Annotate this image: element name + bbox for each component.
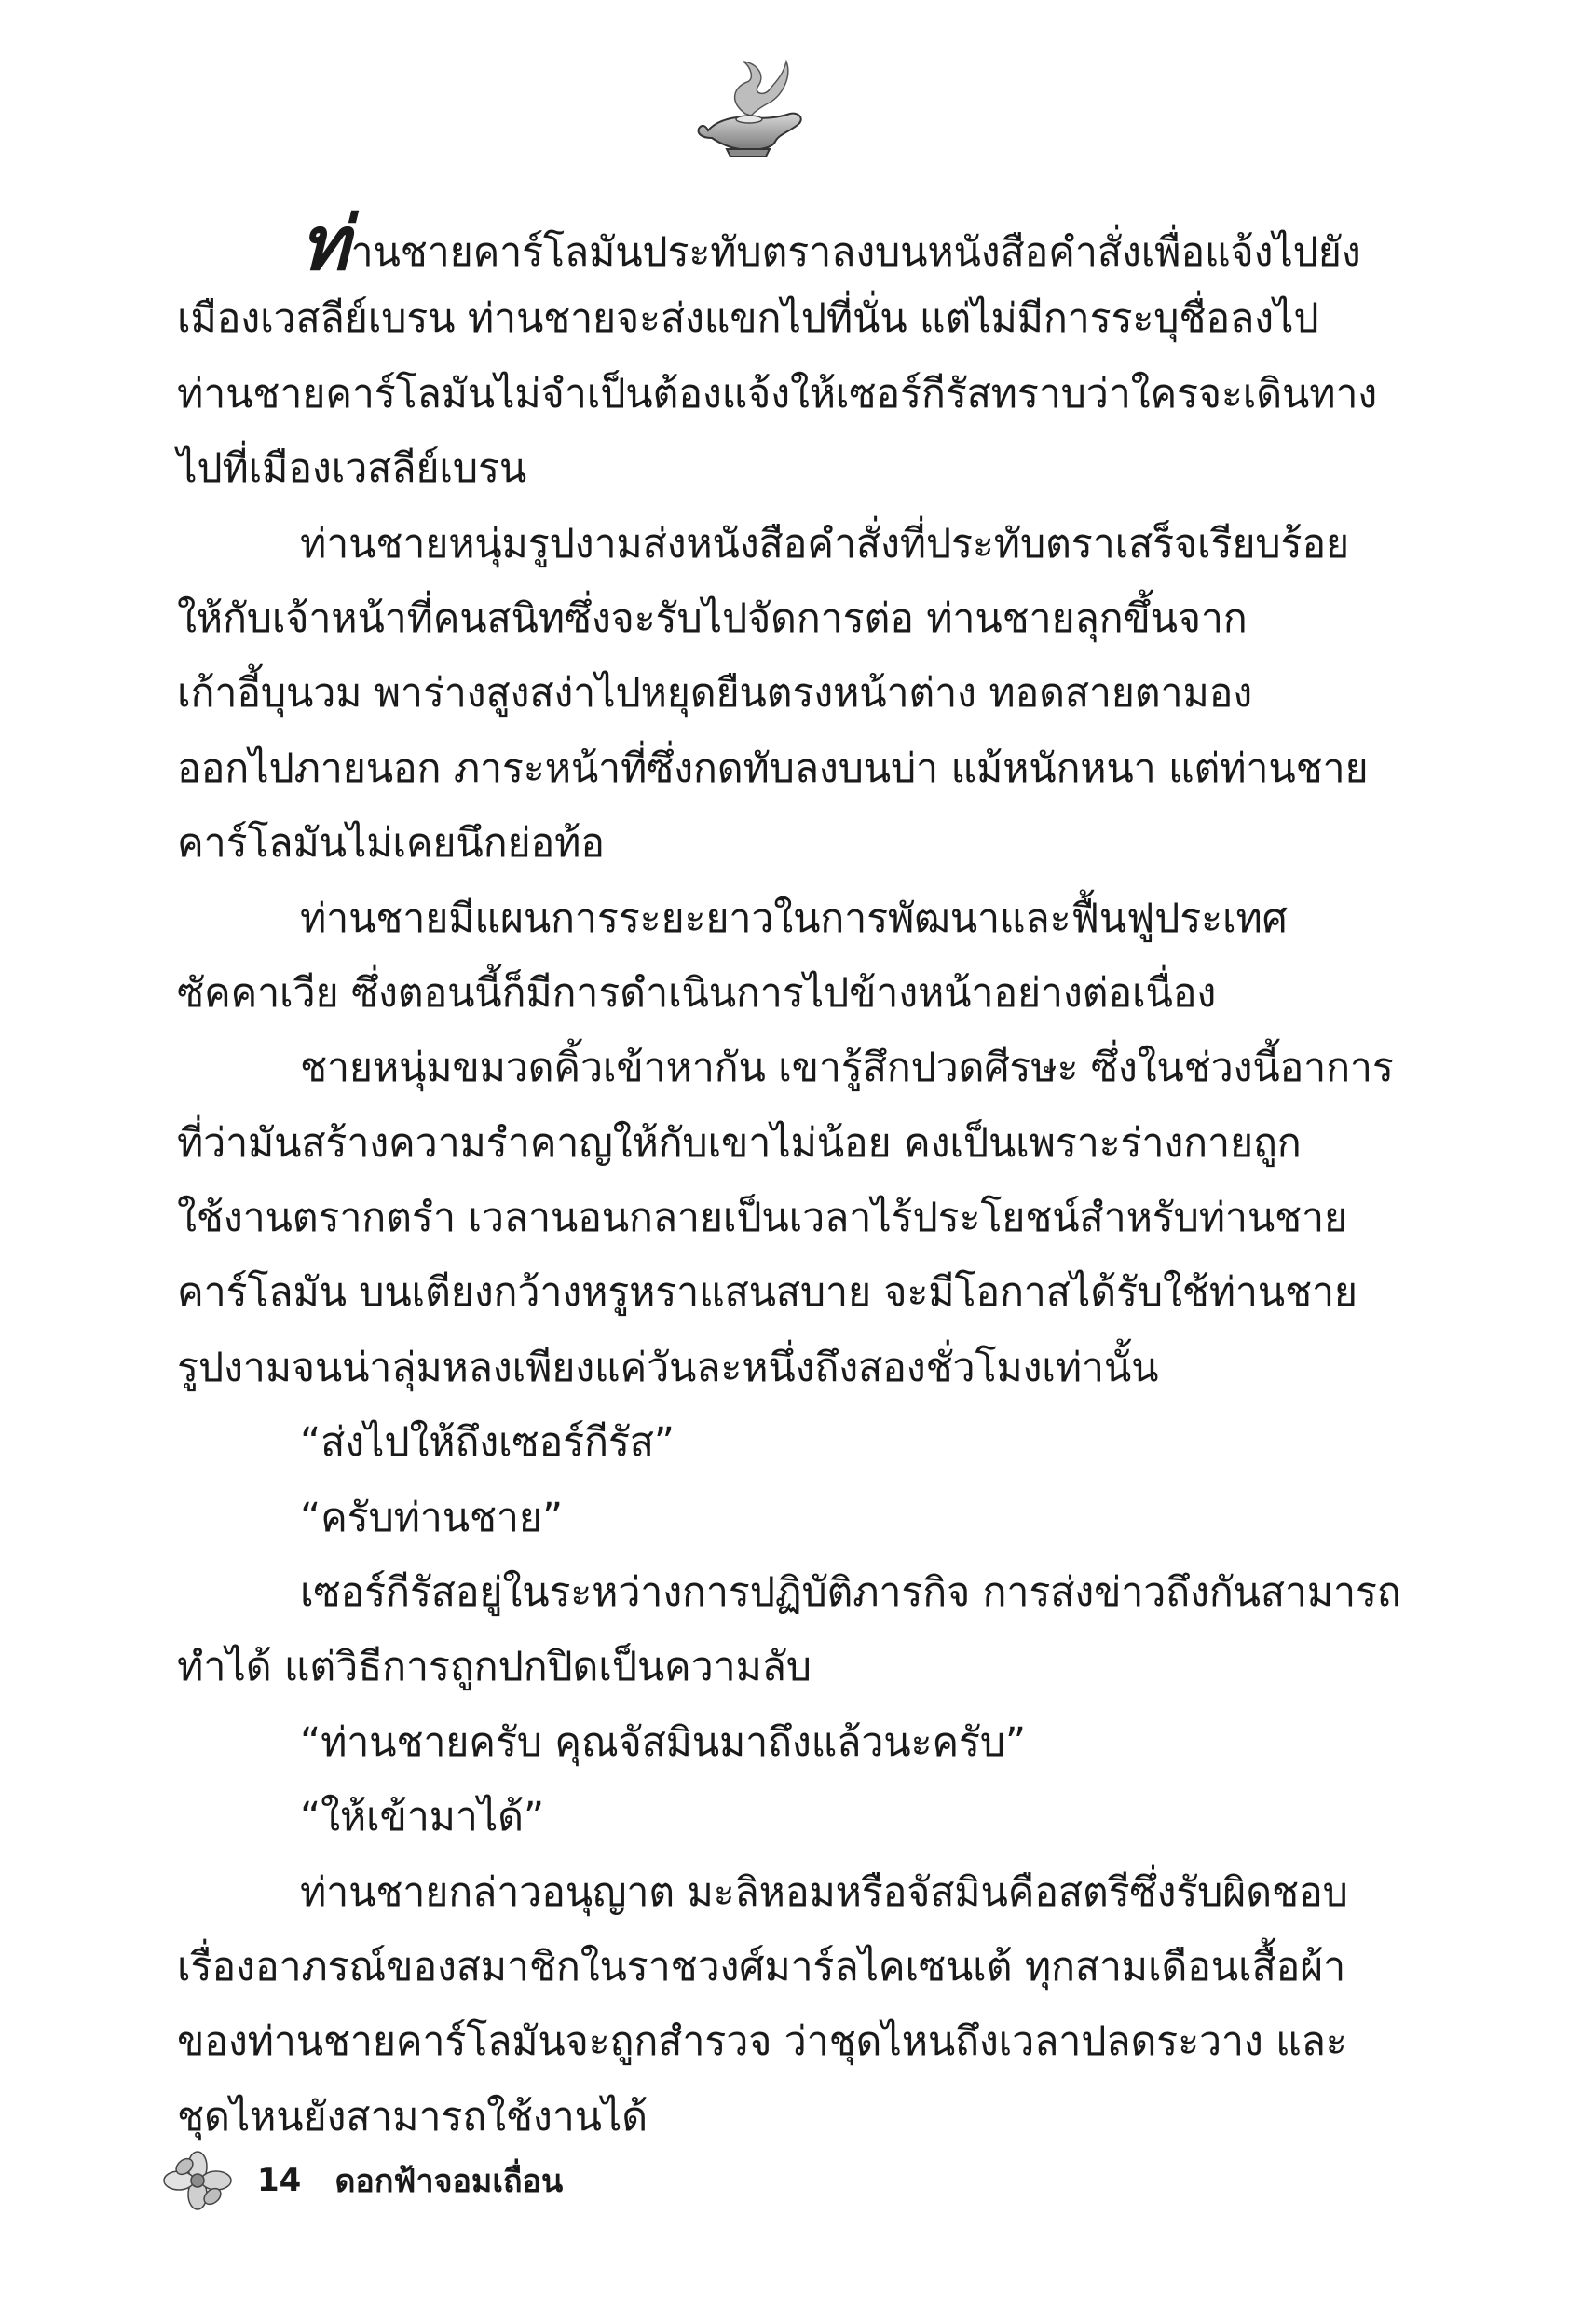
paragraph	[177, 882, 1332, 1032]
text-line: ของท่านชายคาร์โลมันจะถูกสำรวจ ว่าชุดไหนถึงเวลาปลดระวาง และ	[177, 2018, 1347, 2066]
text-line: คาร์โลมันไม่เคยนึกย่อท้อ	[177, 820, 605, 868]
dialogue-line	[177, 1780, 1332, 1854]
dialogue-line	[177, 1705, 1332, 1780]
text-line: ท่านชายมีแผนการระยะยาวในการพัฒนาและฟื้นฟูประเทศ	[300, 895, 1288, 942]
text-line: ชุดไหนยังสามารถใช้งานได้	[177, 2093, 648, 2140]
text-line: “ครับท่านชาย”	[300, 1494, 563, 1541]
page-number: 14	[257, 2162, 302, 2199]
text-line: ท่านชายคาร์โลมันไม่จำเป็นต้องแจ้งให้เซอร์กีรัสทราบว่าใครจะเดินทาง	[177, 370, 1378, 417]
drop-cap: ท่	[300, 200, 349, 287]
dialogue-line	[177, 1481, 1332, 1555]
text-line: “ส่งไปให้ถึงเซอร์กีรัส”	[300, 1419, 675, 1467]
text-line: เก้าอี้บุนวม พาร่างสูงสง่าไปหยุดยืนตรงหน้าต่าง ทอดสายตามอง	[177, 670, 1253, 718]
text-line: ท่านชายคาร์โลมันประทับตราลงบนหนังสือคำสั่งเพื่อแจ้งไปยัง	[300, 200, 1361, 287]
paragraph	[177, 507, 1369, 882]
paragraph	[177, 1031, 1394, 1405]
book-title: ดอกฟ้าจอมเถื่อน	[334, 2163, 564, 2200]
text-line: ออกไปภายนอก ภาระหน้าที่ซึ่งกดทับลงบนบ่า แม้หนักหนา แต่ท่านชาย	[177, 745, 1369, 792]
page-footer	[158, 2143, 563, 2218]
text-line: รูปงามจนน่าลุ่มหลงเพียงแค่วันละหนึ่งถึงสองชั่วโมงเท่านั้น	[177, 1344, 1159, 1391]
text-line: ซัคคาเวีย ซึ่งตอนนี้ก็มีการดำเนินการไปข้างหน้าอย่างต่อเนื่อง	[177, 969, 1217, 1017]
magic-lamp-ornament	[689, 48, 811, 160]
paragraph	[177, 200, 1378, 507]
text-line: ท่านชายหนุ่มรูปงามส่งหนังสือคำสั่งที่ประทับตราเสร็จเรียบร้อย	[300, 520, 1350, 567]
story-body	[177, 200, 1401, 2154]
text-line: ท่านชายกล่าวอนุญาต มะลิหอมหรือจัสมินคือสตรีซึ่งรับผิดชอบ	[300, 1868, 1348, 1916]
paragraph	[177, 1855, 1348, 2155]
text-line: ที่ว่ามันสร้างความรำคาญให้กับเขาไม่น้อย คงเป็นเพราะร่างกายถูก	[177, 1119, 1302, 1167]
text-line: เรื่องอาภรณ์ของสมาชิกในราชวงศ์มาร์ลไคเซนเต้ ทุกสามเดือนเสื้อผ้า	[177, 1943, 1346, 1990]
paragraph	[177, 1555, 1401, 1705]
text-line: เมืองเวสลีย์เบรน ท่านชายจะส่งแขกไปที่นั่น แต่ไม่มีการระบุชื่อลงไป	[177, 295, 1319, 343]
flower-ornament-icon	[158, 2148, 237, 2213]
text-line: “ให้เข้ามาได้”	[300, 1794, 544, 1841]
text-line: คาร์โลมัน บนเตียงกว้างหรูหราแสนสบาย จะมีโอกาสได้รับใช้ท่านชาย	[177, 1269, 1357, 1317]
text-line: ใช้งานตรากตรำ เวลานอนกลายเป็นเวลาไร้ประโยชน์สำหรับท่านชาย	[177, 1195, 1347, 1242]
text-line: ชายหนุ่มขมวดคิ้วเข้าหากัน เขารู้สึกปวดศีรษะ ซึ่งในช่วงนี้อาการ	[300, 1045, 1394, 1092]
text-line: ทำได้ แต่วิธีการถูกปกปิดเป็นความลับ	[177, 1644, 812, 1691]
text-line: ไปที่เมืองเวสลีย์เบรน	[177, 445, 527, 493]
dialogue-line	[177, 1405, 1332, 1480]
text-line: เซอร์กีรัสอยู่ในระหว่างการปฏิบัติภารกิจ การส่งข่าวถึงกันสามารถ	[300, 1569, 1401, 1617]
text-line: “ท่านชายครับ คุณจัสมินมาถึงแล้วนะครับ”	[300, 1718, 1027, 1766]
text-line: ให้กับเจ้าหน้าที่คนสนิทซึ่งจะรับไปจัดการต่อ ท่านชายลุกขึ้นจาก	[177, 595, 1248, 642]
